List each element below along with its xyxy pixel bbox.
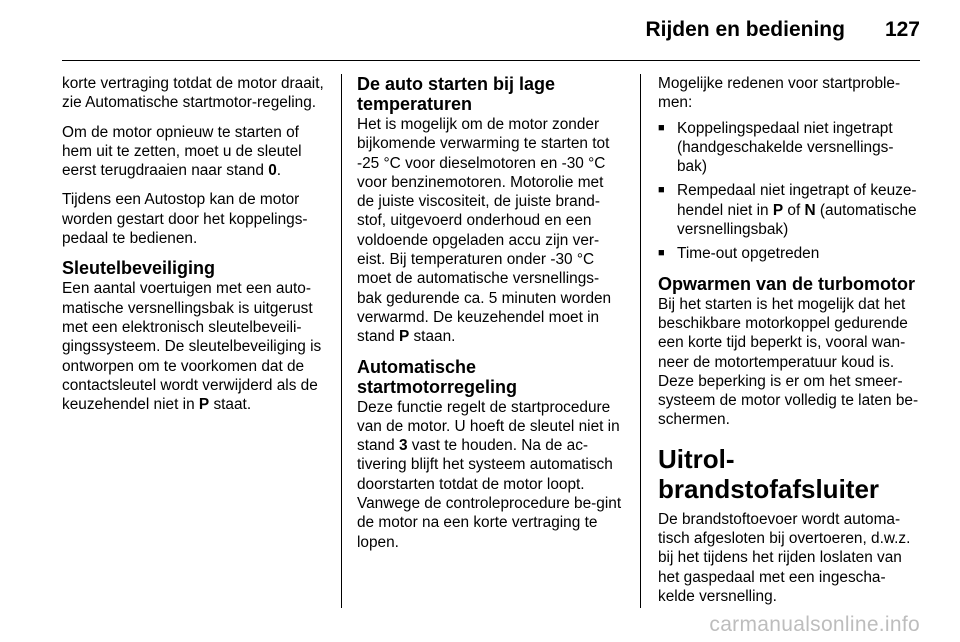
paragraph: Mogelijke redenen voor startproble-men: bbox=[658, 75, 901, 112]
bold-run: P bbox=[772, 201, 784, 219]
bold-run: P bbox=[398, 328, 410, 346]
page-number: 127 bbox=[884, 18, 920, 41]
paragraph bbox=[357, 398, 622, 552]
bold-run: P bbox=[198, 396, 210, 414]
bold-run: N bbox=[804, 201, 816, 219]
column-3 bbox=[658, 74, 920, 616]
paragraph bbox=[62, 279, 325, 414]
column-1 bbox=[62, 74, 325, 424]
text-run: vast te houden. Na de ac-tivering blijft het systeem automatisch doorstarten totdat de motor loopt. Vanwege de controleprocedure be-gint de motor na een korte vertraging te lopen. bbox=[357, 437, 622, 551]
page-header bbox=[645, 18, 920, 42]
column-divider-2 bbox=[640, 74, 641, 608]
text-run: Een aantal voertuigen met een auto-matische versnellingsbak is uitgerust met een elektronisch sleutelbeveili-gingssysteem. De sleutelbeveiliging is ontworpen om te voorkomen dat de contactsleutel wordt verwijderd als de keuzehendel niet in bbox=[62, 280, 322, 414]
heading-lage-temperaturen: De auto starten bij lage temperaturen bbox=[357, 74, 556, 114]
text-run: Het is mogelijk om de motor zonder bijkomende verwarming te starten tot -25 °C voor dieselmotoren en -30 °C voor benzinemotoren. Motorolie met de juiste viscositeit, de juiste brand-stof, uitgevoerd onderhoud en een voldoende opgeladen accu zijn ver-eist. Bij temperaturen onder -30 °C moet de automatische versnellings-bak gedurende ca. 5 minuten worden verwarmd. De keuzehendel moet in stand bbox=[357, 116, 612, 346]
heading-opwarmen-turbomotor: Opwarmen van de turbomotor bbox=[658, 273, 916, 294]
heading-sleutelbeveiliging: Sleutelbeveiliging bbox=[62, 258, 216, 279]
section-title: Rijden en bediening bbox=[645, 18, 845, 41]
list-item bbox=[658, 181, 920, 239]
list-item: ■ Koppelingspedaal niet ingetrapt (handgeschakelde versnellings-bak) bbox=[658, 119, 920, 177]
text-run: (automatische versnellingsbak) bbox=[677, 201, 917, 239]
column-2 bbox=[357, 74, 622, 562]
text-run: Om de motor opnieuw te starten of hem uit te zetten, moet u de sleutel eerst terugdraaien naar stand bbox=[62, 123, 302, 180]
paragraph: korte vertraging totdat de motor draait, zie Automatische startmotor-regeling. bbox=[62, 75, 324, 112]
paragraph bbox=[62, 123, 325, 181]
bold-run: 3 bbox=[398, 437, 408, 455]
header-rule bbox=[62, 60, 920, 61]
paragraph: De brandstoftoevoer wordt automa-tisch afgesloten bij overtoeren, d.w.z. bij het tijdens het rijden loslaten van het gaspedaal met een ingescha-kelde versnelling. bbox=[658, 510, 911, 605]
text-run: . bbox=[276, 162, 282, 180]
text-run: of bbox=[783, 201, 805, 219]
bold-run: 0 bbox=[268, 162, 277, 180]
paragraph bbox=[357, 115, 622, 347]
text-run: staan. bbox=[409, 328, 456, 346]
reasons-list bbox=[658, 119, 920, 264]
column-divider-1 bbox=[341, 74, 342, 608]
text-run: Deze functie regelt de startprocedure van de motor. U hoeft de sleutel niet in stand bbox=[357, 398, 620, 455]
watermark: carmanualsonline.info bbox=[709, 613, 920, 636]
heading-automatische-startmotorregeling: Automatische startmotorregeling bbox=[357, 356, 518, 397]
text-run: staat. bbox=[209, 396, 252, 414]
paragraph: Bij het starten is het mogelijk dat het beschikbare motorkoppel gedurende een korte tijd beperkt is, vooral wan-neer de motortemperatuur koud is. Deze beperking is er om het smeer-systeem de motor volledig te laten be-schermen. bbox=[658, 295, 919, 429]
list-item: ■ Time-out opgetreden bbox=[658, 244, 920, 263]
heading-uitrol-brandstofafsluiter: Uitrol-brandstofafsluiter bbox=[658, 443, 880, 504]
paragraph: Tijdens een Autostop kan de motor worden gestart door het koppelings-pedaal te bedienen. bbox=[62, 191, 308, 248]
text-run: Rempedaal niet ingetrapt of keuze-hendel niet in bbox=[677, 182, 917, 219]
